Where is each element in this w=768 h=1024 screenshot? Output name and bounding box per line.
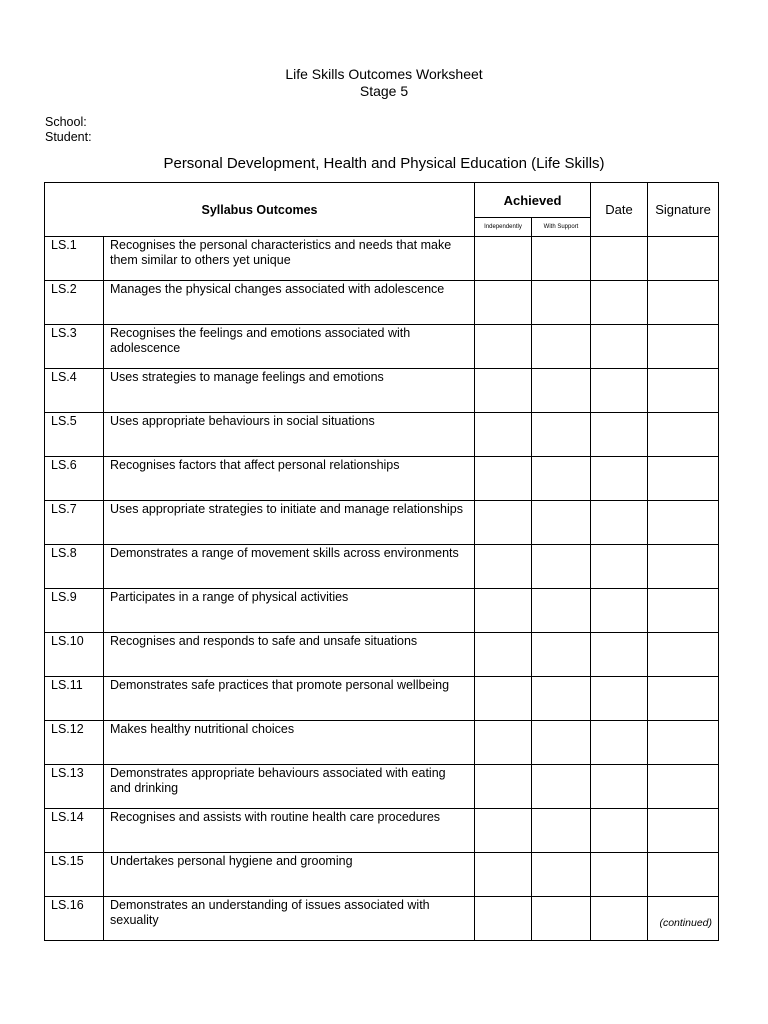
table-row xyxy=(45,413,719,457)
date-cell[interactable] xyxy=(591,677,648,721)
signature-cell[interactable] xyxy=(648,721,719,765)
table-row xyxy=(45,633,719,677)
date-cell[interactable] xyxy=(591,413,648,457)
date-cell[interactable] xyxy=(591,721,648,765)
with-support-cell[interactable] xyxy=(532,501,591,545)
table-row xyxy=(45,677,719,721)
signature-cell[interactable] xyxy=(648,413,719,457)
with-support-cell[interactable] xyxy=(532,457,591,501)
outcome-description: Undertakes personal hygiene and grooming xyxy=(104,853,475,897)
with-support-cell[interactable] xyxy=(532,369,591,413)
date-cell[interactable] xyxy=(591,589,648,633)
independently-cell[interactable] xyxy=(475,897,532,941)
outcome-code: LS.3 xyxy=(45,325,104,369)
table-row xyxy=(45,545,719,589)
table-row xyxy=(45,897,719,941)
outcome-code: LS.2 xyxy=(45,281,104,325)
signature-cell[interactable] xyxy=(648,677,719,721)
independently-cell[interactable] xyxy=(475,721,532,765)
independently-cell[interactable] xyxy=(475,809,532,853)
date-cell[interactable] xyxy=(591,237,648,281)
date-cell[interactable] xyxy=(591,457,648,501)
table-row xyxy=(45,281,719,325)
with-support-cell[interactable] xyxy=(532,545,591,589)
outcome-description: Uses strategies to manage feelings and emotions xyxy=(104,369,475,413)
with-support-cell[interactable] xyxy=(532,589,591,633)
table-row xyxy=(45,809,719,853)
signature-cell[interactable] xyxy=(648,237,719,281)
header-date: Date xyxy=(591,183,648,237)
with-support-cell[interactable] xyxy=(532,677,591,721)
outcome-rows xyxy=(45,237,719,941)
table-row xyxy=(45,501,719,545)
table-row xyxy=(45,589,719,633)
outcome-code: LS.15 xyxy=(45,853,104,897)
worksheet-title: Life Skills Outcomes Worksheet xyxy=(285,66,483,82)
outcome-code: LS.5 xyxy=(45,413,104,457)
outcomes-table xyxy=(44,182,719,941)
table-row xyxy=(45,325,719,369)
with-support-cell[interactable] xyxy=(532,897,591,941)
independently-cell[interactable] xyxy=(475,369,532,413)
outcome-code: LS.7 xyxy=(45,501,104,545)
outcome-description: Demonstrates safe practices that promote personal wellbeing xyxy=(104,677,475,721)
outcome-code: LS.8 xyxy=(45,545,104,589)
outcome-code: LS.4 xyxy=(45,369,104,413)
outcome-description: Makes healthy nutritional choices xyxy=(104,721,475,765)
outcome-description: Recognises the personal characteristics and needs that make them similar to others yet unique xyxy=(104,237,475,281)
date-cell[interactable] xyxy=(591,369,648,413)
signature-cell[interactable] xyxy=(648,545,719,589)
date-cell[interactable] xyxy=(591,633,648,677)
signature-cell[interactable] xyxy=(648,633,719,677)
table-row xyxy=(45,237,719,281)
signature-cell[interactable] xyxy=(648,501,719,545)
with-support-cell[interactable] xyxy=(532,325,591,369)
outcome-code: LS.13 xyxy=(45,765,104,809)
outcome-code: LS.1 xyxy=(45,237,104,281)
header-achieved: Achieved xyxy=(475,183,591,218)
signature-cell[interactable] xyxy=(648,281,719,325)
table-row xyxy=(45,853,719,897)
outcome-description: Participates in a range of physical activities xyxy=(104,589,475,633)
outcome-description: Demonstrates appropriate behaviours associated with eating and drinking xyxy=(104,765,475,809)
outcome-code: LS.10 xyxy=(45,633,104,677)
with-support-cell[interactable] xyxy=(532,633,591,677)
header-independently: Independently xyxy=(475,218,532,237)
independently-cell[interactable] xyxy=(475,237,532,281)
outcome-code: LS.12 xyxy=(45,721,104,765)
date-cell[interactable] xyxy=(591,765,648,809)
signature-cell[interactable] xyxy=(648,589,719,633)
with-support-cell[interactable] xyxy=(532,853,591,897)
table-row xyxy=(45,721,719,765)
date-cell[interactable] xyxy=(591,501,648,545)
table-row xyxy=(45,765,719,809)
worksheet-stage: Stage 5 xyxy=(359,83,409,99)
date-cell[interactable] xyxy=(591,325,648,369)
outcome-code: LS.11 xyxy=(45,677,104,721)
outcome-description: Recognises and assists with routine health care procedures xyxy=(104,809,475,853)
date-cell[interactable] xyxy=(591,853,648,897)
outcome-description: Demonstrates a range of movement skills across environments xyxy=(104,545,475,589)
outcome-description: Demonstrates an understanding of issues associated with sexuality xyxy=(104,897,475,941)
outcome-description: Recognises the feelings and emotions associated with adolescence xyxy=(104,325,475,369)
independently-cell[interactable] xyxy=(475,677,532,721)
independently-cell[interactable] xyxy=(475,457,532,501)
with-support-cell[interactable] xyxy=(532,721,591,765)
signature-cell[interactable] xyxy=(648,457,719,501)
continued-note: (continued) xyxy=(659,917,712,929)
outcome-code: LS.14 xyxy=(45,809,104,853)
date-cell[interactable] xyxy=(591,281,648,325)
outcome-description: Recognises factors that affect personal relationships xyxy=(104,457,475,501)
signature-cell[interactable] xyxy=(648,809,719,853)
header-signature: Signature xyxy=(648,183,719,237)
independently-cell[interactable] xyxy=(475,545,532,589)
with-support-cell[interactable] xyxy=(532,237,591,281)
table-row xyxy=(45,457,719,501)
independently-cell[interactable] xyxy=(475,589,532,633)
signature-cell[interactable] xyxy=(648,369,719,413)
date-cell[interactable] xyxy=(591,545,648,589)
outcome-code: LS.9 xyxy=(45,589,104,633)
student-label: Student: xyxy=(45,130,92,144)
subject-title: Personal Development, Health and Physical Education (Life Skills) xyxy=(163,155,605,172)
independently-cell[interactable] xyxy=(475,765,532,809)
header-with-support: With Support xyxy=(532,218,591,237)
independently-cell[interactable] xyxy=(475,853,532,897)
outcome-description: Uses appropriate strategies to initiate and manage relationships xyxy=(104,501,475,545)
independently-cell[interactable] xyxy=(475,501,532,545)
independently-cell[interactable] xyxy=(475,633,532,677)
signature-cell[interactable] xyxy=(648,853,719,897)
independently-cell[interactable] xyxy=(475,325,532,369)
with-support-cell[interactable] xyxy=(532,413,591,457)
outcome-code: LS.16 xyxy=(45,897,104,941)
date-cell[interactable] xyxy=(591,809,648,853)
signature-cell[interactable] xyxy=(648,325,719,369)
header-syllabus-outcomes: Syllabus Outcomes xyxy=(45,183,475,237)
independently-cell[interactable] xyxy=(475,413,532,457)
table-row xyxy=(45,369,719,413)
with-support-cell[interactable] xyxy=(532,809,591,853)
school-label: School: xyxy=(45,115,87,129)
date-cell[interactable] xyxy=(591,897,648,941)
outcome-description: Manages the physical changes associated with adolescence xyxy=(104,281,475,325)
outcome-description: Uses appropriate behaviours in social situations xyxy=(104,413,475,457)
with-support-cell[interactable] xyxy=(532,765,591,809)
signature-cell[interactable] xyxy=(648,765,719,809)
independently-cell[interactable] xyxy=(475,281,532,325)
outcome-description: Recognises and responds to safe and unsafe situations xyxy=(104,633,475,677)
with-support-cell[interactable] xyxy=(532,281,591,325)
outcome-code: LS.6 xyxy=(45,457,104,501)
